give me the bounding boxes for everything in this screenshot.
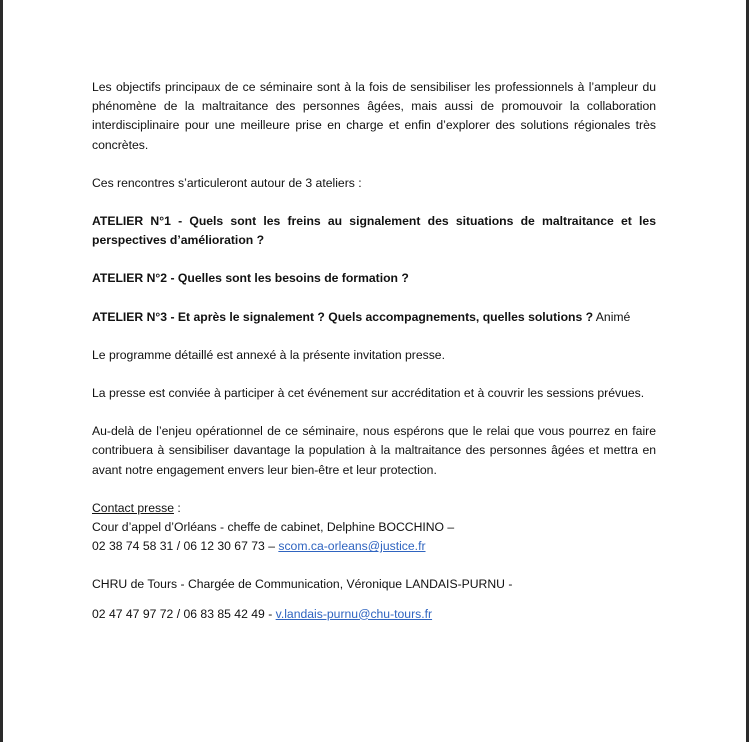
contact-2-phone: 02 47 47 97 72 / 06 83 85 42 49 - (92, 606, 276, 621)
enjeu-paragraph: Au-delà de l’enjeu opérationnel de ce séminaire, nous espérons que le relai que vous pourrez en faire contribuera à sensibiliser davantage la population à la maltraitance des personnes âgées et mettra en avant notre engagement envers leur bien-être et leur protection. (92, 424, 656, 477)
atelier-2: ATELIER N°2 - Quelles sont les besoins de formation ? (92, 271, 409, 286)
contact-1-details (92, 537, 656, 556)
atelier-1: ATELIER N°1 - Quels sont les freins au signalement des situations de maltraitance et les perspectives d’amélioration ? (92, 214, 656, 248)
left-border (0, 0, 3, 742)
contact-label: Contact presse (92, 500, 174, 515)
atelier-3-title: ATELIER N°3 - Et après le signalement ? Quels accompagnements, quelles solutions ? (92, 309, 594, 324)
programme-paragraph: Le programme détaillé est annexé à la présente invitation presse. (92, 347, 445, 362)
atelier-3 (92, 308, 656, 327)
contact-2-email-link[interactable]: v.landais-purnu@chu-tours.fr (275, 606, 433, 621)
contact-1-phone: 02 38 74 58 31 / 06 12 30 67 73 – (92, 539, 279, 554)
document-page (92, 78, 656, 624)
contact-2-name: CHRU de Tours - Chargée de Communication, Véronique LANDAIS-PURNU - (92, 577, 513, 592)
presse-paragraph: La presse est conviée à participer à cet événement sur accréditation et à couvrir les sessions prévues. (92, 386, 645, 401)
intro-paragraph: Les objectifs principaux de ce séminaire sont à la fois de sensibiliser les professionnels à l’ampleur du phénomène de la maltraitance des personnes âgées, mais aussi de promouvoir la collaboration interdisciplinaire pour une meilleure prise en charge et enfin d’explorer des solutions régionales très concrètes. (92, 80, 656, 152)
contact-1-name: Cour d’appel d’Orléans - cheffe de cabinet, Delphine BOCCHINO – (92, 520, 455, 535)
atelier-3-suffix: Animé (593, 309, 631, 324)
contact-colon: : (173, 500, 181, 515)
contact-block-1 (92, 499, 656, 557)
contact-heading (92, 499, 656, 518)
contact-1-email-link[interactable]: scom.ca-orleans@justice.fr (278, 539, 426, 554)
contact-2-details (92, 605, 656, 624)
ateliers-intro: Ces rencontres s’articuleront autour de 3 ateliers : (92, 175, 362, 190)
